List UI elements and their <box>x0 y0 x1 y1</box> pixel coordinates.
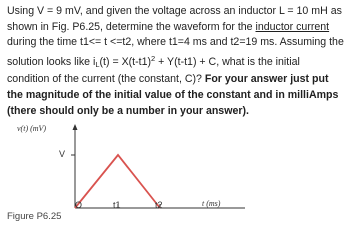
figure-caption: Figure P6.25 <box>7 211 62 222</box>
y-axis-arrow <box>73 124 78 130</box>
t1-label: t1 <box>113 200 121 210</box>
subscript-l: L <box>95 59 100 69</box>
question-text <box>7 4 345 119</box>
inductor-current-underlined: inductor current <box>255 20 330 33</box>
origin-label: O <box>75 200 83 210</box>
x-axis-label: t (ms) <box>202 199 221 208</box>
question-part-3: (t) = X(t-t1) <box>99 55 151 68</box>
question-part-4: + Y(t-t1) + C, what is the initial condition of the current (the constant, C)? <box>7 55 300 86</box>
question-part-1: Using V = 9 mV, and given the voltage across an inductor L = 10 mH as shown in Fig. P6.25, determine the waveform for the <box>7 5 342 33</box>
t2-label: t2 <box>155 200 163 210</box>
v-tick-label: V <box>59 149 66 159</box>
answer-instructions: For your answer just put the magnitude of the initial value of the constant and in milliAmps (there should only be a number in your answer). <box>7 73 339 117</box>
figure-p6-25 <box>0 118 350 238</box>
superscript-2: 2 <box>151 53 156 63</box>
question-part-2: during the time t1<= t <=t2, where t1=4 ms and t2=19 ms. Assuming the solution looks like i <box>7 36 344 68</box>
y-axis-label: v(t) (mV) <box>17 124 47 133</box>
